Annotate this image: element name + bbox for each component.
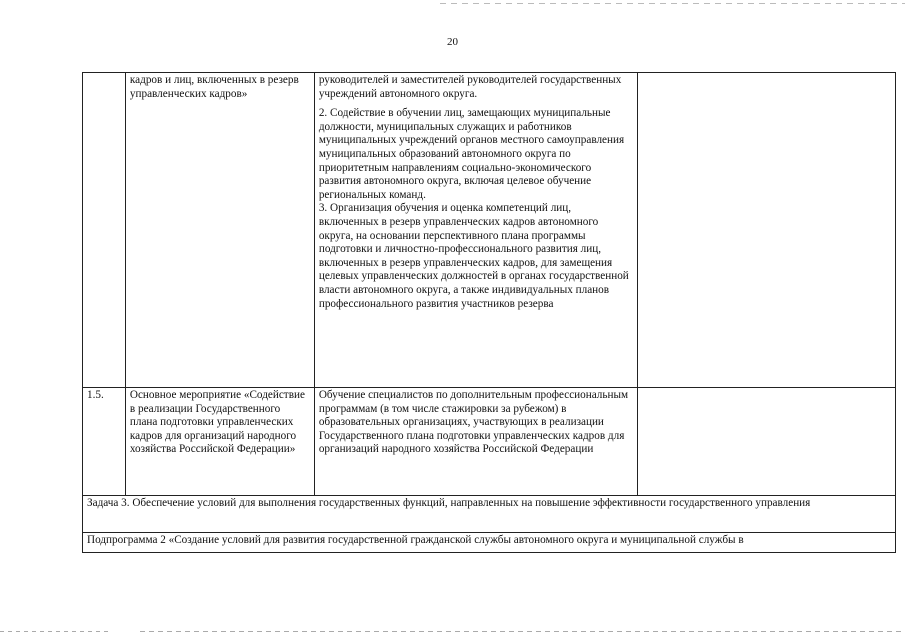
extra-cell (637, 73, 895, 388)
scan-artifact-bottom-left (0, 631, 110, 632)
scan-artifact-top (440, 3, 905, 4)
program-table (82, 72, 896, 553)
scan-artifact-bottom (140, 631, 905, 632)
extra-cell (637, 388, 895, 496)
activity-paragraph: Обучение специалистов по дополнительным профессиональным программам (в том числе стажировки за рубежом) в образовательных организациях, участвующих в реализации Государственного плана подготовки управленческих кадров для организаций народного хозяйства Российской Федерации (318, 389, 629, 456)
measure-name-cell: кадров и лиц, включенных в резерв управленческих кадров» (125, 73, 314, 388)
task-cell: Задача 3. Обеспечение условий для выполнения государственных функций, направленных на повышение эффективности государственного управления (83, 496, 896, 533)
table-row (83, 388, 896, 496)
table-row (83, 73, 896, 388)
row-number-cell (83, 73, 126, 388)
activities-cell (314, 73, 637, 388)
task-row (83, 496, 896, 533)
activity-paragraph: 2. Содействие в обучении лиц, замещающих муниципальные должности, муниципальных служащих и работников муниципальных учреждений органов местного самоуправления муниципальных образований автономного округа по приоритетным направлениям социально-экономического развития автономного округа, включая целевое обучение региональных команд. 3. Организация обучения и оценка компетенций лиц, включенных в резерв управленческих кадров автономного округа, на основании перспективного плана программы подготовки и личностно-профессионального развития лиц, включенных в резерв управленческих кадров, для замещения целевых управленческих должностей в органах государственной власти автономного округа, а также индивидуальных планов профессионального развития участников резерва (318, 107, 629, 310)
row-number-cell: 1.5. (83, 388, 126, 496)
page-number: 20 (447, 36, 458, 48)
activities-cell (314, 388, 637, 496)
subprogram-cell: Подпрограмма 2 «Создание условий для развития государственной гражданской службы автономного округа и муниципальной службы в (83, 533, 896, 553)
subprogram-row (83, 533, 896, 553)
measure-name-cell: Основное мероприятие «Содействие в реализации Государственного плана подготовки управленческих кадров для организаций народного хозяйства Российской Федерации» (125, 388, 314, 496)
activity-paragraph: руководителей и заместителей руководителей государственных учреждений автономного округа. (318, 74, 622, 100)
